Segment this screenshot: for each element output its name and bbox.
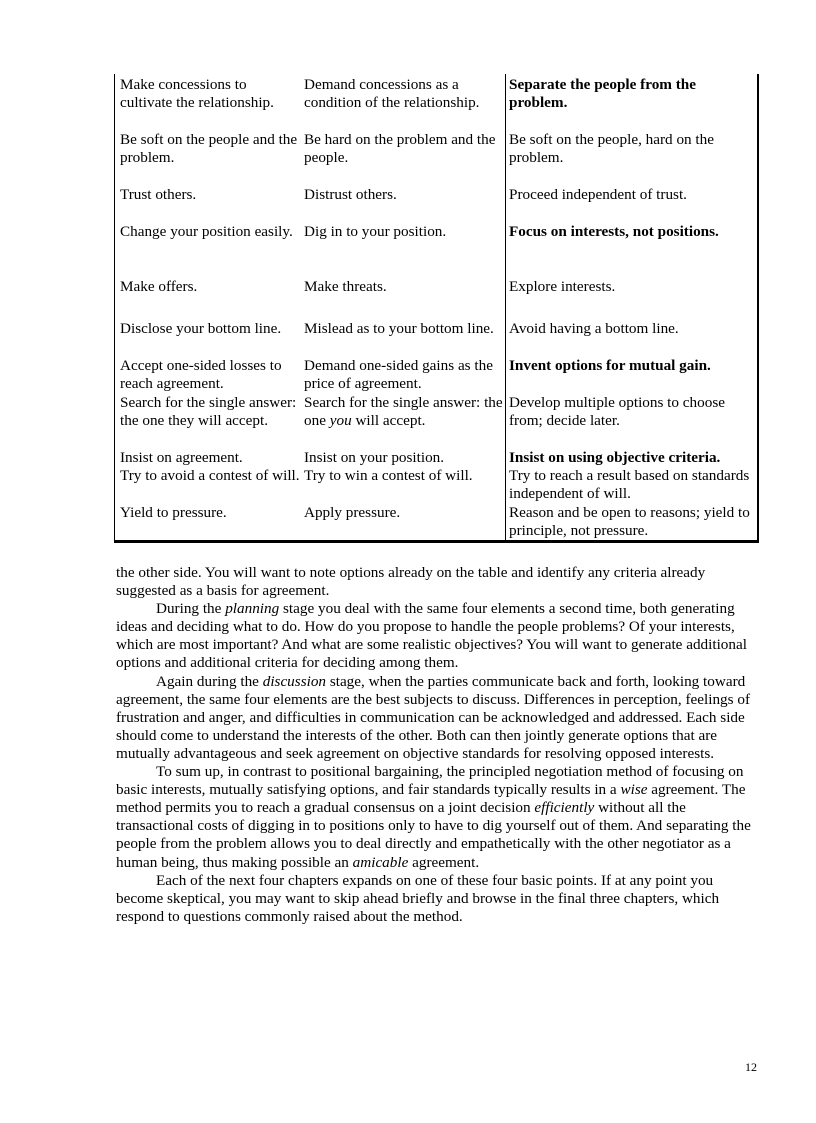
hard-cell: Dig in to your position. — [304, 223, 447, 240]
soft-cell: Disclose your bottom line. — [120, 320, 282, 337]
hard-cell: Try to win a contest of will. — [304, 467, 473, 484]
hard-cell: Distrust others. — [304, 186, 397, 203]
paragraph: Again during the discussion stage, when the parties communicate back and forth, looking toward agreement, the same four elements are the best subjects to discuss. Differences in perception, feelings of frustration and anger, and difficulties in communication can be acknowledged and addressed. Each side should come to understand the interests of the other. Both can then jointly generate options that are mutually advantageous and seek agreement on objective standards for resolving opposed interests. — [116, 672, 750, 762]
hard-cell: Demand concessions as a condition of the relationship. — [304, 76, 480, 111]
principled-cell: Explore interests. — [509, 278, 616, 295]
principled-cell: Focus on interests, not positions. — [509, 223, 719, 240]
principled-cell: Separate the people from the problem. — [509, 76, 696, 111]
hard-cell: Demand one-sided gains as the price of agreement. — [304, 357, 493, 392]
body-text — [116, 564, 762, 926]
paragraph: During the planning stage you deal with the same four elements a second time, both generating ideas and deciding what to do. How do you propose to handle the people problems? Of your interests, which are most important? And what are some realistic objectives? You will want to generate additional options and additional criteria for deciding among them. — [116, 600, 747, 672]
soft-cell: Make offers. — [120, 278, 198, 295]
paragraph: Each of the next four chapters expands on one of these four basic points. If at any point you become skeptical, you may want to skip ahead briefly and browse in the final three chapters, which respond to questions commonly raised about the method. — [116, 871, 720, 925]
soft-cell: Accept one-sided losses to reach agreement. — [120, 357, 282, 392]
soft-cell: Insist on agreement. — [120, 449, 243, 466]
soft-cell: Make concessions to cultivate the relationship. — [120, 76, 274, 111]
column-divider — [505, 74, 506, 540]
principled-cell: Be soft on the people, hard on the problem. — [509, 131, 714, 166]
hard-cell: Insist on your position. — [304, 449, 445, 466]
soft-cell: Change your position easily. — [120, 223, 293, 240]
principled-cell: Avoid having a bottom line. — [509, 320, 679, 337]
hard-cell: Apply pressure. — [304, 504, 401, 521]
soft-cell: Trust others. — [120, 186, 197, 203]
principled-cell: Try to reach a result based on standards independent of will. — [509, 467, 750, 502]
principled-cell: Invent options for mutual gain. — [509, 357, 711, 374]
hard-cell: Be hard on the problem and the people. — [304, 131, 496, 166]
principled-cell: Proceed independent of trust. — [509, 186, 687, 203]
soft-cell: Be soft on the people and the problem. — [120, 131, 298, 166]
hard-cell: Make threats. — [304, 278, 387, 295]
principled-cell: Reason and be open to reasons; yield to principle, not pressure. — [509, 504, 750, 539]
hard-cell: Mislead as to your bottom line. — [304, 320, 494, 337]
paragraph: the other side. You will want to note options already on the table and identify any criteria already suggested as a basis for agreement. — [116, 564, 706, 600]
soft-cell: Try to avoid a contest of will. — [120, 467, 300, 484]
principled-cell: Insist on using objective criteria. — [509, 449, 721, 466]
page-number: 12 — [745, 1060, 757, 1074]
principled-cell: Develop multiple options to choose from; decide later. — [509, 394, 725, 429]
soft-cell: Search for the single answer: the one they will accept. — [120, 394, 297, 429]
soft-cell: Yield to pressure. — [120, 504, 227, 521]
hard-cell: Search for the single answer: the one you will accept. — [304, 394, 503, 429]
comparison-table — [114, 74, 759, 543]
paragraph: To sum up, in contrast to positional bargaining, the principled negotiation method of focusing on basic interests, mutually satisfying options, and fair standards typically results in a wise agreement. The method permits you to reach a gradual consensus on a joint decision efficiently without all the transactional costs of digging in to positions only to have to dig yourself out of them. And separating the people from the problem allows you to deal directly and empathetically with the other negotiator as a human being, thus making possible an amicable agreement. — [116, 763, 751, 871]
